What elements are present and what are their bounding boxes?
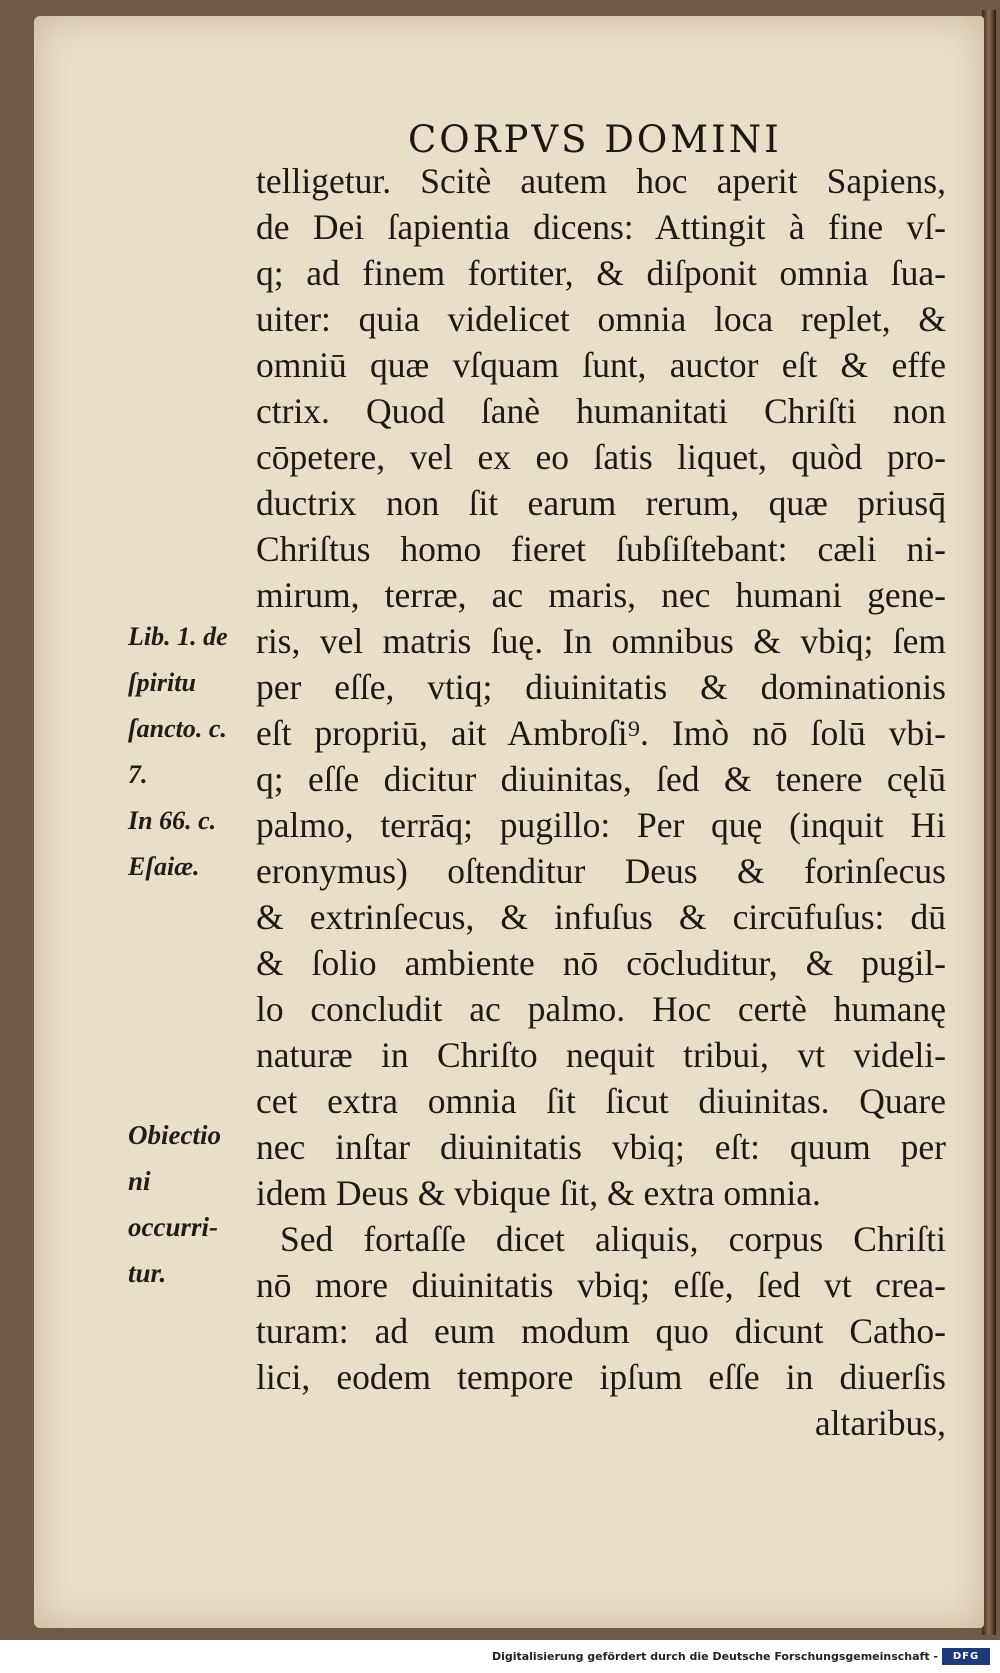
text-line: nō more diuinitatis vbiq; eſſe, ſed vt crea- bbox=[256, 1265, 946, 1305]
funding-notice: Digitalisierung gefördert durch die Deutsche Forschungsgemeinschaft - bbox=[491, 1650, 938, 1663]
text-line: q; ad finem fortiter, & diſponit omnia ſua- bbox=[256, 253, 946, 293]
margin-line: Obiectio bbox=[128, 1120, 221, 1150]
text-line: & extrinſecus, & infuſus & circūfuſus: dū bbox=[256, 897, 946, 937]
catchword: altaribus, bbox=[814, 1403, 946, 1443]
marginal-note-citation bbox=[128, 614, 253, 890]
text-line: palmo, terrāq; pugillo: Per quę (inquit Hi bbox=[256, 805, 946, 845]
margin-line: ni bbox=[128, 1166, 151, 1196]
text-line: mirum, terræ, ac maris, nec humani gene- bbox=[256, 575, 946, 615]
text-line: eſt propriū, ait Ambroſi⁹. Imò nō ſolū vbi- bbox=[256, 713, 946, 753]
margin-line: occurri- bbox=[128, 1212, 218, 1242]
marginal-note-objection bbox=[128, 1112, 253, 1296]
margin-line: Lib. 1. de bbox=[128, 622, 228, 651]
text-line: lo concludit ac palmo. Hoc certè humanę bbox=[256, 989, 946, 1029]
text-line: ris, vel matris ſuę. In omnibus & vbiq; ſem bbox=[256, 621, 946, 661]
margin-line: tur. bbox=[128, 1258, 167, 1288]
text-line: ductrix non ſit earum rerum, quæ priusq̄ bbox=[256, 483, 946, 523]
text-line: q; eſſe dicitur diuinitas, ſed & tenere cęlū bbox=[256, 759, 946, 799]
margin-line: In 66. c. bbox=[128, 806, 217, 835]
text-line: nec inſtar diuinitatis vbiq; eſt: quum per bbox=[256, 1127, 946, 1167]
body-text bbox=[256, 158, 946, 1446]
margin-line: Eſaiæ. bbox=[128, 852, 200, 881]
dfg-logo: DFG bbox=[942, 1648, 990, 1665]
text-line: eronymus) oſtenditur Deus & forinſecus bbox=[256, 851, 946, 891]
text-line: ctrix. Quod ſanè humanitati Chriſti non bbox=[256, 391, 946, 431]
text-line: uiter: quia videlicet omnia loca replet, & bbox=[256, 299, 946, 339]
text-line: cet extra omnia ſit ſicut diuinitas. Quare bbox=[256, 1081, 946, 1121]
margin-line: ſpiritu bbox=[128, 668, 196, 697]
book-edge bbox=[982, 10, 996, 1635]
text-line: idem Deus & vbique ſit, & extra omnia. bbox=[256, 1173, 821, 1213]
margin-line: ſancto. c. bbox=[128, 714, 227, 743]
text-line: lici, eodem tempore ipſum eſſe in diuerſis bbox=[256, 1357, 946, 1397]
text-line: naturæ in Chriſto nequit tribui, vt videli- bbox=[256, 1035, 946, 1075]
text-line: Chriſtus homo fieret ſubſiſtebant: cæli ni- bbox=[256, 529, 946, 569]
text-line: telligetur. Scitè autem hoc aperit Sapiens, bbox=[256, 161, 946, 201]
text-line: cōpetere, vel ex eo ſatis liquet, quòd pro- bbox=[256, 437, 946, 477]
text-line: Sed fortaſſe dicet aliquis, corpus Chriſti bbox=[280, 1219, 946, 1259]
text-line: de Dei ſapientia dicens: Attingit à fine vſ- bbox=[256, 207, 946, 247]
text-line: turam: ad eum modum quo dicunt Catho- bbox=[256, 1311, 946, 1351]
text-line: omniū quæ vſquam ſunt, auctor eſt & effe bbox=[256, 345, 946, 385]
text-line: per eſſe, vtiq; diuinitatis & dominationis bbox=[256, 667, 946, 707]
running-head: CORPVS DOMINI bbox=[408, 118, 782, 161]
text-line: & ſolio ambiente nō cōcluditur, & pugil- bbox=[256, 943, 946, 983]
margin-line: 7. bbox=[128, 760, 148, 789]
